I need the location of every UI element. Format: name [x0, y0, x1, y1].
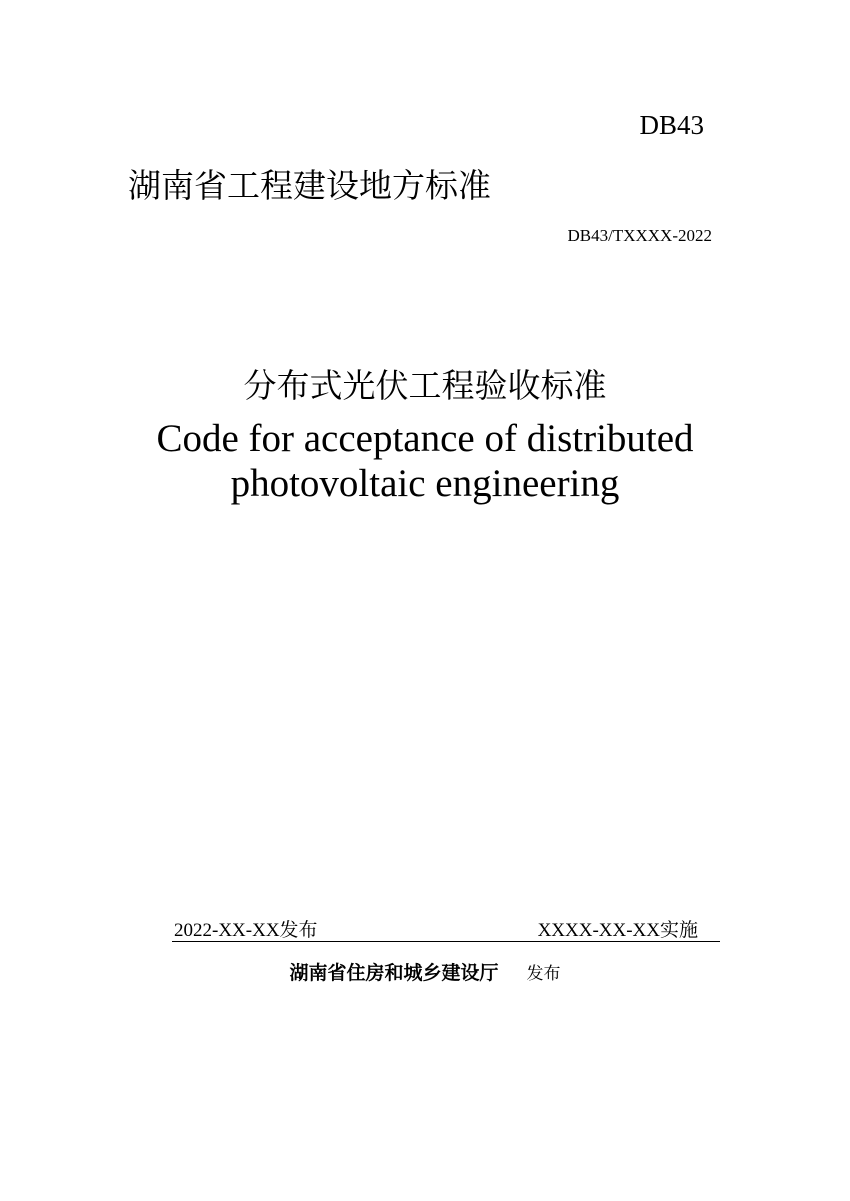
release-date: 2022-XX-XX发布 — [174, 920, 318, 941]
document-title-english-line-1: Code for acceptance of distributed — [156, 417, 694, 460]
issuer-row — [0, 958, 850, 985]
standard-code-label: DB43 — [639, 110, 704, 140]
effective-date: XXXX-XX-XX实施 — [537, 920, 698, 941]
document-title-english — [0, 416, 850, 506]
date-row — [172, 915, 720, 942]
standard-number: DB43/TXXXX-2022 — [567, 226, 712, 245]
issuer-name: 湖南省住房和城乡建设厅 — [289, 962, 499, 984]
province-standard-heading: 湖南省工程建设地方标准 — [128, 166, 491, 205]
document-title-chinese: 分布式光伏工程验收标准 — [243, 366, 607, 405]
issuer-action: 发布 — [526, 964, 561, 983]
document-title-english-line-2: photovoltaic engineering — [230, 462, 620, 505]
